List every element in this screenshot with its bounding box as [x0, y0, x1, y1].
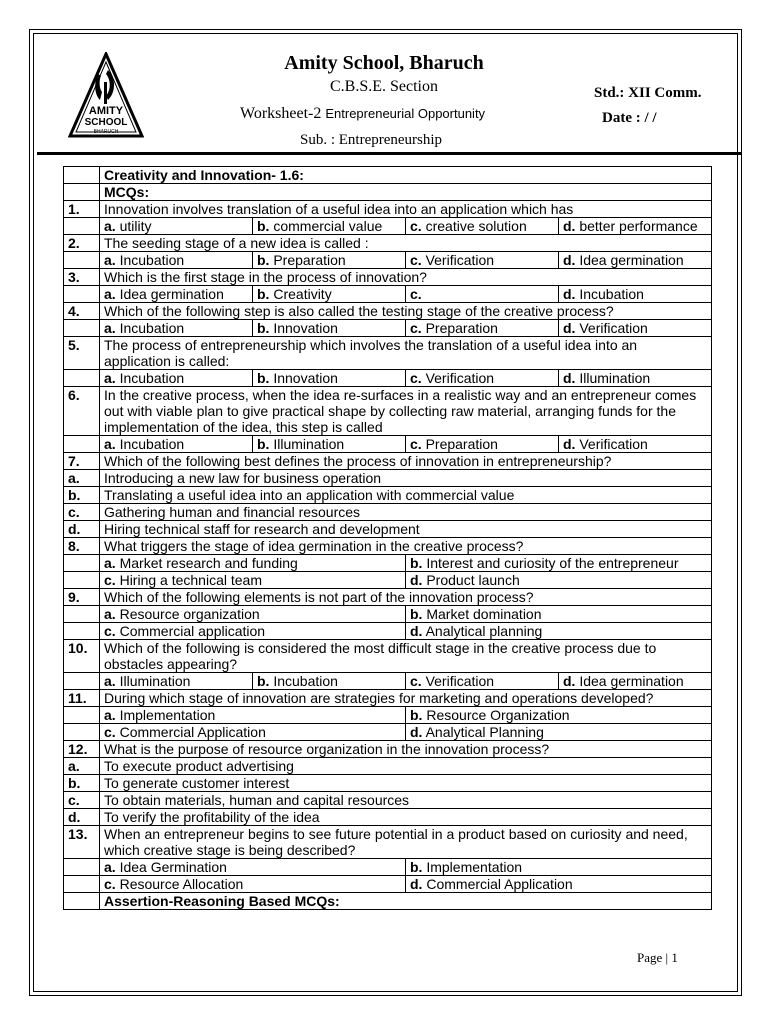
option-a: a. Incubation	[100, 252, 253, 269]
option-text: Introducing a new law for business operation	[100, 470, 712, 487]
option-row	[64, 521, 712, 538]
question-row	[64, 538, 712, 555]
subject-line: Sub. : Entrepreneurship	[300, 132, 443, 148]
option-row	[64, 487, 712, 504]
option-c: c. Preparation	[406, 436, 559, 453]
option-letter: c.	[64, 792, 100, 809]
page-number: Page | 1	[637, 950, 678, 965]
option-text: To obtain materials, human and capital resources	[100, 792, 712, 809]
options-row	[64, 436, 712, 453]
table-row	[64, 184, 712, 201]
assertion-heading: Assertion-Reasoning Based MCQs:	[100, 893, 712, 910]
option-a: a. Incubation	[100, 320, 253, 337]
option-c: c. Commercial application	[100, 623, 406, 640]
question-row	[64, 337, 712, 370]
option-d: d. Illumination	[559, 370, 712, 387]
options-row	[64, 370, 712, 387]
option-text: Hiring technical staff for research and development	[100, 521, 712, 538]
question-text: When an entrepreneur begins to see future potential in a product based on curiosity and need, which creative stage is being described?	[100, 826, 712, 859]
question-row	[64, 690, 712, 707]
question-text: Which of the following is considered the most difficult stage in the creative process due to obstacles appearing?	[100, 640, 712, 673]
option-row	[64, 792, 712, 809]
question-number: 1.	[64, 201, 100, 218]
options-row	[64, 859, 712, 876]
option-d: d. Analytical Planning	[406, 724, 712, 741]
options-row	[64, 724, 712, 741]
options-row	[64, 320, 712, 337]
question-row	[64, 387, 712, 436]
question-text: The process of entrepreneurship which involves the translation of a useful idea into an application is called:	[100, 337, 712, 370]
option-row	[64, 809, 712, 826]
header-rule	[37, 152, 742, 155]
question-text: Which of the following elements is not part of the innovation process?	[100, 589, 712, 606]
option-letter: d.	[64, 521, 100, 538]
option-b: b. Implementation	[406, 859, 712, 876]
options-row	[64, 252, 712, 269]
option-b: b. Creativity	[253, 286, 406, 303]
question-number: 4.	[64, 303, 100, 320]
logo-text-amity: AMITY	[88, 105, 124, 117]
option-d: d. Verification	[559, 436, 712, 453]
options-row	[64, 286, 712, 303]
question-number: 7.	[64, 453, 100, 470]
options-row	[64, 707, 712, 724]
question-number: 8.	[64, 538, 100, 555]
question-number: 5.	[64, 337, 100, 370]
question-number: 13.	[64, 826, 100, 859]
question-row	[64, 741, 712, 758]
option-b: b. Innovation	[253, 320, 406, 337]
option-letter: a.	[64, 758, 100, 775]
worksheet-number: Worksheet-2	[240, 105, 322, 122]
option-row	[64, 775, 712, 792]
section-name: C.B.S.E. Section	[329, 78, 438, 95]
question-text: During which stage of innovation are strategies for marketing and operations developed?	[100, 690, 712, 707]
option-letter: b.	[64, 775, 100, 792]
option-letter: d.	[64, 809, 100, 826]
option-row	[64, 470, 712, 487]
option-a: a. utility	[100, 218, 253, 235]
question-text: The seeding stage of a new idea is called :	[100, 235, 712, 252]
option-a: a. Resource organization	[100, 606, 406, 623]
question-number: 10.	[64, 640, 100, 673]
options-row	[64, 606, 712, 623]
table-row	[64, 167, 712, 184]
option-b: b. Resource Organization	[406, 707, 712, 724]
option-c: c. Verification	[406, 252, 559, 269]
option-d: d. better performance	[559, 218, 712, 235]
question-row	[64, 235, 712, 252]
question-number: 12.	[64, 741, 100, 758]
option-b: b. commercial value	[253, 218, 406, 235]
standard-label: Std.: XII Comm.	[594, 85, 702, 101]
worksheet-topic: Entrepreneurial Opportunity	[325, 106, 486, 121]
option-c: c.	[406, 286, 559, 303]
option-b: b. Illumination	[253, 436, 406, 453]
section-heading: Creativity and Innovation- 1.6:	[100, 167, 712, 184]
options-row	[64, 555, 712, 572]
option-a: a. Incubation	[100, 436, 253, 453]
options-row	[64, 673, 712, 690]
option-a: a. Implementation	[100, 707, 406, 724]
question-text: Which of the following best defines the process of innovation in entrepreneurship?	[100, 453, 712, 470]
option-text: To verify the profitability of the idea	[100, 809, 712, 826]
option-d: d. Verification	[559, 320, 712, 337]
option-text: To execute product advertising	[100, 758, 712, 775]
question-number: 2.	[64, 235, 100, 252]
option-text: Translating a useful idea into an application with commercial value	[100, 487, 712, 504]
option-d: d. Commercial Application	[406, 876, 712, 893]
question-number: 11.	[64, 690, 100, 707]
option-d: d. Idea germination	[559, 252, 712, 269]
option-a: a. Market research and funding	[100, 555, 406, 572]
logo-text-school: SCHOOL	[84, 117, 128, 128]
options-row	[64, 218, 712, 235]
option-c: c. Hiring a technical team	[100, 572, 406, 589]
option-c: c. creative solution	[406, 218, 559, 235]
option-d: d. Analytical planning	[406, 623, 712, 640]
question-text: In the creative process, when the idea re-surfaces in a realistic way and an entrepreneur comes out with viable plan to give practical shape by collecting raw material, arranging funds for the implementation of the idea, this step is called	[100, 387, 712, 436]
option-letter: c.	[64, 504, 100, 521]
option-text: Gathering human and financial resources	[100, 504, 712, 521]
question-row	[64, 589, 712, 606]
table-row	[64, 893, 712, 910]
question-row	[64, 453, 712, 470]
option-b: b. Preparation	[253, 252, 406, 269]
school-name: Amity School, Bharuch	[284, 52, 484, 74]
question-number: 9.	[64, 589, 100, 606]
options-row	[64, 623, 712, 640]
question-number: 6.	[64, 387, 100, 436]
question-text: What triggers the stage of idea germination in the creative process?	[100, 538, 712, 555]
option-a: a. Idea Germination	[100, 859, 406, 876]
option-b: b. Market domination	[406, 606, 712, 623]
option-row	[64, 758, 712, 775]
option-b: b. Innovation	[253, 370, 406, 387]
option-d: d. Product launch	[406, 572, 712, 589]
option-b: b. Incubation	[253, 673, 406, 690]
mcqs-heading: MCQs:	[100, 184, 712, 201]
question-row	[64, 269, 712, 286]
worksheet-table	[63, 166, 712, 910]
option-c: c. Verification	[406, 370, 559, 387]
option-d: d. Incubation	[559, 286, 712, 303]
option-letter: a.	[64, 470, 100, 487]
option-row	[64, 504, 712, 521]
option-d: d. Idea germination	[559, 673, 712, 690]
date-label: Date : / /	[602, 110, 657, 126]
option-c: c. Verification	[406, 673, 559, 690]
option-a: a. Illumination	[100, 673, 253, 690]
option-c: c. Preparation	[406, 320, 559, 337]
question-row	[64, 826, 712, 859]
option-text: To generate customer interest	[100, 775, 712, 792]
option-letter: b.	[64, 487, 100, 504]
options-row	[64, 876, 712, 893]
option-a: a. Incubation	[100, 370, 253, 387]
question-text: Innovation involves translation of a useful idea into an application which has	[100, 201, 712, 218]
option-c: c. Commercial Application	[100, 724, 406, 741]
question-number: 3.	[64, 269, 100, 286]
question-row	[64, 640, 712, 673]
question-text: What is the purpose of resource organization in the innovation process?	[100, 741, 712, 758]
worksheet-title	[240, 105, 485, 123]
question-text: Which is the first stage in the process of innovation?	[100, 269, 712, 286]
option-b: b. Interest and curiosity of the entrepreneur	[406, 555, 712, 572]
question-row	[64, 201, 712, 218]
options-row	[64, 572, 712, 589]
question-text: Which of the following step is also called the testing stage of the creative process?	[100, 303, 712, 320]
option-a: a. Idea germination	[100, 286, 253, 303]
option-c: c. Resource Allocation	[100, 876, 406, 893]
logo-text-bharuch: BHARUCH	[93, 129, 119, 135]
question-row	[64, 303, 712, 320]
